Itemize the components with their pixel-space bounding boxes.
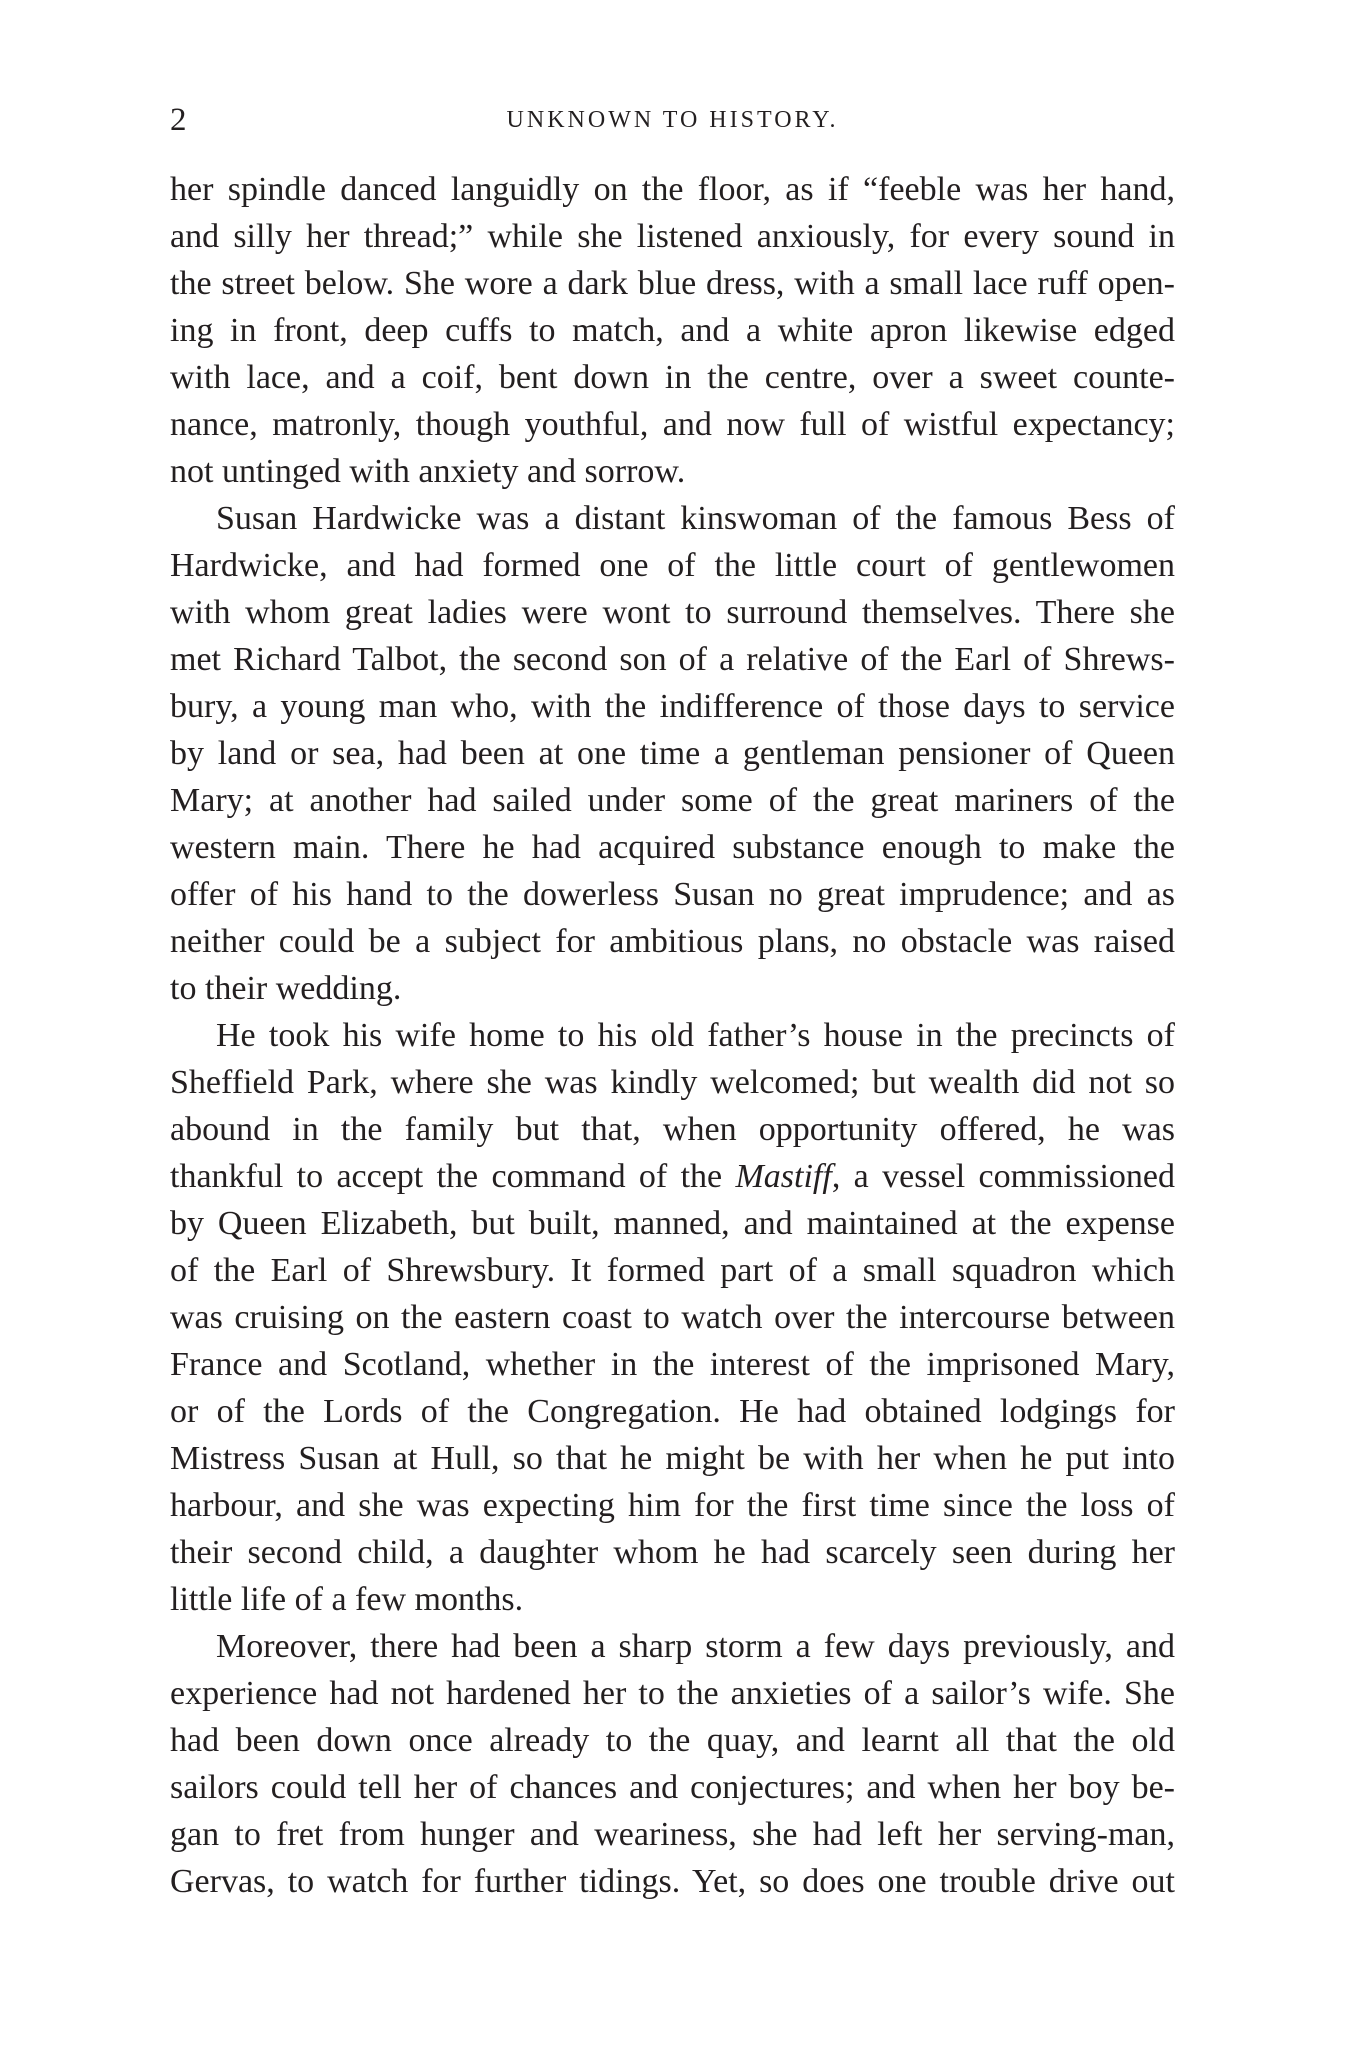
text-line: harbour, and she was expecting him for the first time since the loss of	[170, 1487, 1175, 1524]
text-line: and silly her thread;” while she listened anxiously, for every sound in	[170, 218, 1175, 255]
text-line: Sheffield Park, where she was kindly welcomed; but wealth did not so	[170, 1064, 1175, 1101]
text-line: their second child, a daughter whom he had scarcely seen during her	[170, 1534, 1175, 1571]
page-number: 2	[170, 102, 187, 138]
body-text	[170, 166, 1175, 1905]
text-line: little life of a few months.	[170, 1581, 524, 1618]
text-line: western main. There he had acquired substance enough to make the	[170, 829, 1175, 866]
paragraph-first-line: He took his wife home to his old father’s house in the precincts of	[216, 1017, 1175, 1054]
text-line: Mistress Susan at Hull, so that he might be with her when he put into	[170, 1440, 1175, 1477]
text-line: by land or sea, had been at one time a gentleman pensioner of Queen	[170, 735, 1175, 772]
text-line: her spindle danced languidly on the floor, as if “feeble was her hand,	[170, 171, 1175, 208]
text-line: with lace, and a coif, bent down in the centre, over a sweet counte-	[170, 359, 1175, 396]
paragraph-first-line: Moreover, there had been a sharp storm a few days previously, and	[216, 1628, 1175, 1665]
text-line: sailors could tell her of chances and conjectures; and when her boy be-	[170, 1769, 1175, 1806]
text-line: was cruising on the eastern coast to watch over the intercourse between	[170, 1299, 1175, 1336]
text-line: gan to fret from hunger and weariness, she had left her serving-man,	[170, 1816, 1175, 1853]
running-head	[170, 96, 1175, 144]
text-line: Hardwicke, and had formed one of the little court of gentlewomen	[170, 547, 1175, 584]
paragraph-first-line: Susan Hardwicke was a distant kinswoman of the famous Bess of	[216, 500, 1175, 537]
text-line: to their wedding.	[170, 970, 402, 1007]
text-line-with-italic	[170, 1153, 1175, 1200]
text-line: the street below. She wore a dark blue dress, with a small lace ruff open-	[170, 265, 1175, 302]
text-line: ing in front, deep cuffs to match, and a white apron likewise edged	[170, 312, 1175, 349]
line-text-before-italic: thankful to accept the command of the	[170, 1158, 736, 1195]
text-line: met Richard Talbot, the second son of a relative of the Earl of Shrews-	[170, 641, 1175, 678]
text-line: had been down once already to the quay, and learnt all that the old	[170, 1722, 1175, 1759]
text-line: or of the Lords of the Congregation. He had obtained lodgings for	[170, 1393, 1175, 1430]
text-line: nance, matronly, though youthful, and now full of wistful expectancy;	[170, 406, 1175, 443]
text-line: Gervas, to watch for further tidings. Yet, so does one trouble drive out	[170, 1863, 1175, 1900]
text-line: bury, a young man who, with the indifference of those days to service	[170, 688, 1175, 725]
line-text-after-italic: , a vessel commissioned	[831, 1158, 1175, 1195]
text-line: France and Scotland, whether in the interest of the imprisoned Mary,	[170, 1346, 1175, 1383]
text-line: neither could be a subject for ambitious plans, no obstacle was raised	[170, 923, 1175, 960]
text-line: not untinged with anxiety and sorrow.	[170, 453, 686, 490]
text-line: of the Earl of Shrewsbury. It formed part of a small squadron which	[170, 1252, 1175, 1289]
text-line: offer of his hand to the dowerless Susan no great imprudence; and as	[170, 876, 1175, 913]
ship-name-italic: Mastiff	[735, 1158, 832, 1195]
text-line: Mary; at another had sailed under some of the great mariners of the	[170, 782, 1175, 819]
text-line: with whom great ladies were wont to surround themselves. There she	[170, 594, 1175, 631]
text-line: experience had not hardened her to the anxieties of a sailor’s wife. She	[170, 1675, 1175, 1712]
text-line: abound in the family but that, when opportunity offered, he was	[170, 1111, 1175, 1148]
running-title: UNKNOWN TO HISTORY.	[506, 107, 839, 133]
text-line: by Queen Elizabeth, but built, manned, and maintained at the expense	[170, 1205, 1175, 1242]
